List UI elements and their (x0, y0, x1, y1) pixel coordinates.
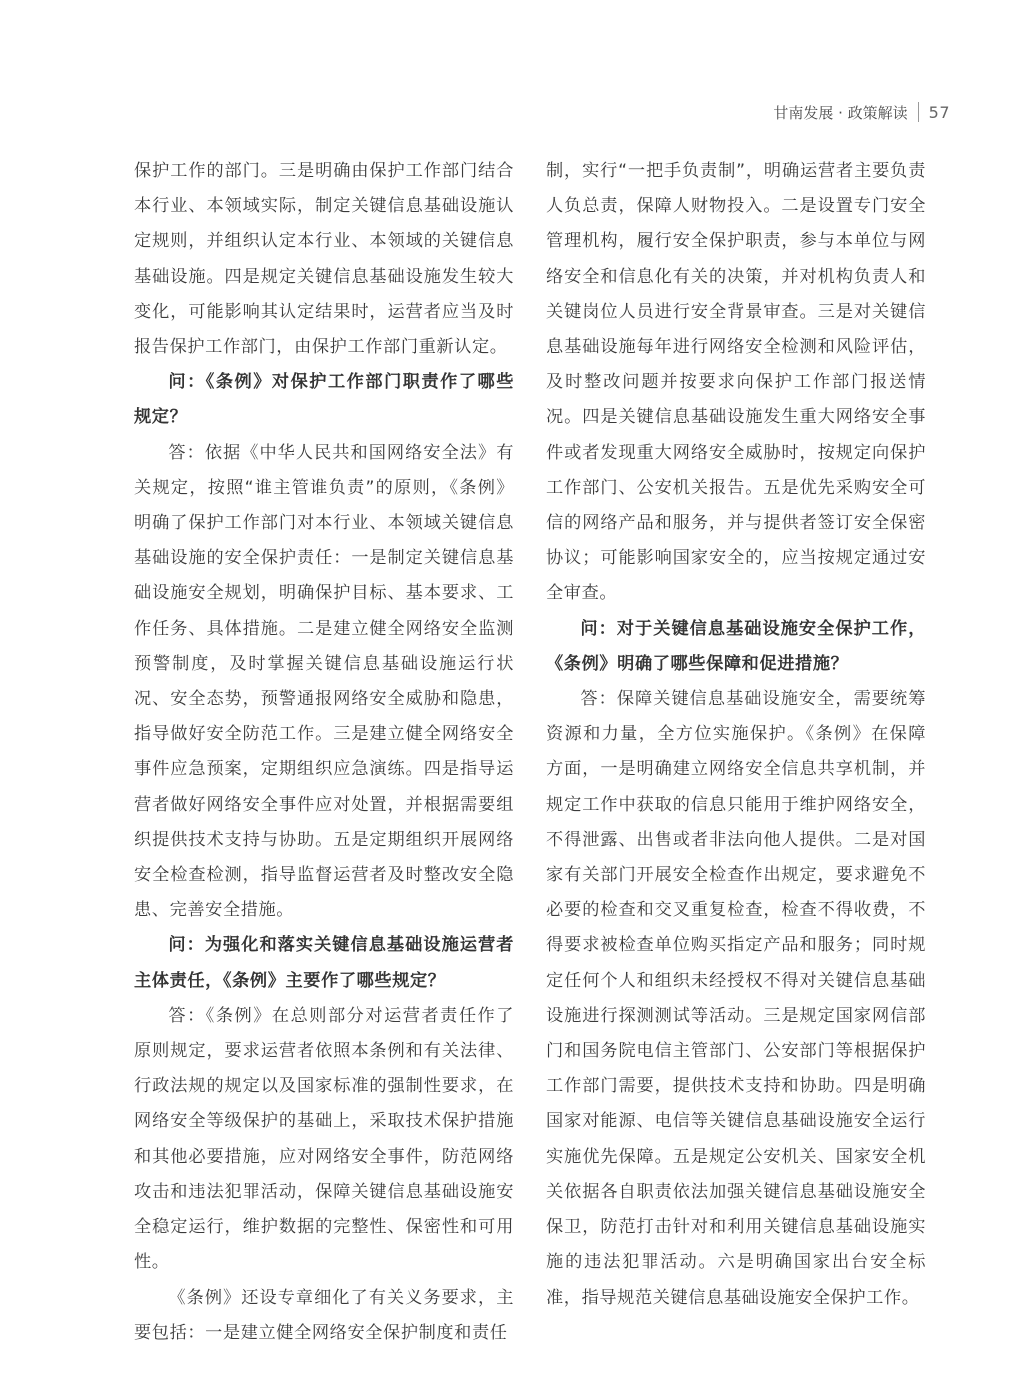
answer-paragraph: 答：《条例》在总则部分对运营者责任作了原则规定，要求运营者依照本条例和有关法律、行政法规的规定以及国家标准的强制性要求，在网络安全等级保护的基础上，采取技术保护措施和其他必要措施，应对网络安全事件，防范网络攻击和违法犯罪活动，保障关键信息基础设施安全稳定运行，维护数据的完整性、保密性和可用性。 (134, 1005, 514, 1273)
question-heading: 问：《条例》对保护工作部门职责作了哪些规定？ (134, 372, 514, 428)
body-paragraph: 《条例》还设专章细化了有关义务要求，主要包括：一是建立健全网络安全保护制度和责任 (134, 1287, 514, 1343)
publication-title: 甘南发展 · 政策解读 (773, 103, 908, 122)
page-number: 57 (928, 102, 950, 122)
question-heading: 问：对于关键信息基础设施安全保护工作，《条例》明确了哪些保障和促进措施？ (546, 618, 926, 674)
paragraph-continued: 保护工作的部门。三是明确由保护工作部门结合本行业、本领域实际，制定关键信息基础设施认定规则，并组织认定本行业、本领域的关键信息基础设施。四是规定关键信息基础设施发生较大变化，可能影响其认定结果时，运营者应当及时报告保护工作部门，由保护工作部门重新认定。 (134, 161, 514, 358)
paragraph-continued: 制，实行“一把手负责制”，明确运营者主要负责人负总责，保障人财物投入。二是设置专门安全管理机构，履行安全保护职责，参与本单位与网络安全和信息化有关的决策，并对机构负责人和关键岗位人员进行安全背景审查。三是对关键信息基础设施每年进行网络安全检测和风险评估，及时整改问题并按要求向保护工作部门报送情况。四是关键信息基础设施发生重大网络安全事件或者发现重大网络安全威胁时，按规定向保护工作部门、公安机关报告。五是优先采购安全可信的网络产品和服务，并与提供者签订安全保密协议；可能影响国家安全的，应当按规定通过安全审查。 (546, 161, 926, 604)
left-column (134, 154, 514, 1351)
page-header (773, 100, 950, 124)
answer-paragraph: 答：依据《中华人民共和国网络安全法》有关规定，按照“谁主管谁负责”的原则，《条例》明确了保护工作部门对本行业、本领域关键信息基础设施的安全保护责任：一是制定关键信息基础设施安全规划，明确保护目标、基本要求、工作任务、具体措施。二是建立健全网络安全监测预警制度，及时掌握关键信息基础设施运行状况、安全态势，预警通报网络安全威胁和隐患，指导做好安全防范工作。三是建立健全网络安全事件应急预案，定期组织应急演练。四是指导运营者做好网络安全事件应对处置，并根据需要组织提供技术支持与协助。五是定期组织开展网络安全检查检测，指导监督运营者及时整改安全隐患、完善安全措施。 (134, 442, 514, 921)
right-column (546, 154, 926, 1316)
question-heading: 问：为强化和落实关键信息基础设施运营者主体责任，《条例》主要作了哪些规定？ (134, 935, 514, 991)
header-divider (918, 102, 919, 122)
answer-paragraph: 答：保障关键信息基础设施安全，需要统筹资源和力量，全方位实施保护。《条例》在保障方面，一是明确建立网络安全信息共享机制，并规定工作中获取的信息只能用于维护网络安全，不得泄露、出售或者非法向他人提供。二是对国家有关部门开展安全检查作出规定，要求避免不必要的检查和交叉重复检查，检查不得收费，不得要求被检查单位购买指定产品和服务；同时规定任何个人和组织未经授权不得对关键信息基础设施进行探测测试等活动。三是规定国家网信部门和国务院电信主管部门、公安部门等根据保护工作部门需要，提供技术支持和协助。四是明确国家对能源、电信等关键信息基础设施安全运行实施优先保障。五是规定公安机关、国家安全机关依据各自职责依法加强关键信息基础设施安全保卫，防范打击针对和利用关键信息基础设施实施的违法犯罪活动。六是明确国家出台安全标准，指导规范关键信息基础设施安全保护工作。 (546, 689, 926, 1308)
